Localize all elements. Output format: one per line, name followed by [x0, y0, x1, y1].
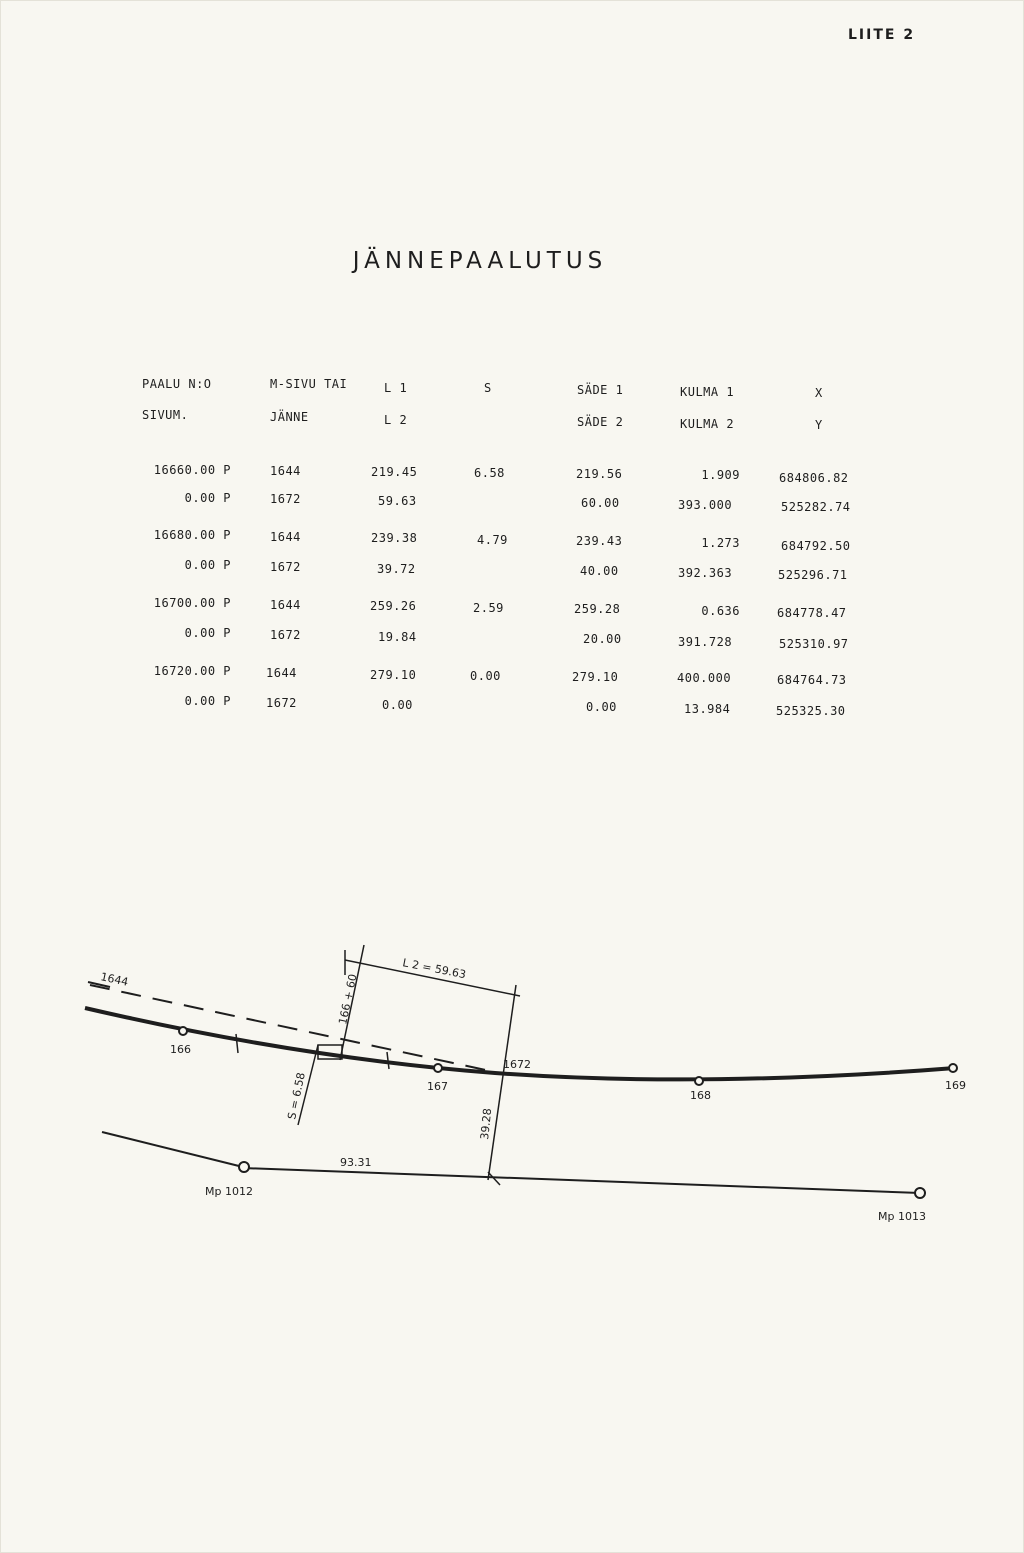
header-kulma2: KULMA 2	[680, 417, 735, 431]
cell-x: 684764.73	[777, 673, 847, 687]
header-paalu: PAALU N:O	[142, 377, 212, 391]
cell-sade1: 259.28	[574, 602, 621, 616]
header-sivum: SIVUM.	[142, 408, 189, 422]
cell-y: 525310.97	[779, 637, 849, 651]
label-1672: 1672	[503, 1058, 531, 1071]
cell-s: 2.59	[473, 601, 504, 615]
header-kulma1: KULMA 1	[680, 385, 735, 399]
reference-line	[243, 1168, 920, 1193]
station-166-marker	[179, 1027, 187, 1035]
cell-sivum: 0.00 P	[184, 626, 231, 640]
cell-s: 0.00	[470, 669, 501, 683]
cell-l2: 39.72	[377, 562, 416, 576]
cell-s: 4.79	[477, 533, 508, 547]
header-l1: L 1	[384, 381, 408, 395]
label-s: S = 6.58	[285, 1071, 308, 1121]
cell-paalu: 16720.00 P	[153, 664, 231, 678]
label-l2: L 2 = 59.63	[401, 956, 468, 982]
cell-x: 684778.47	[777, 606, 847, 620]
cell-x: 684806.82	[779, 471, 849, 485]
cell-l2: 0.00	[382, 698, 413, 712]
cell-sivum: 0.00 P	[184, 558, 231, 572]
cell-msivu: 1644	[270, 598, 301, 612]
station-169-marker	[949, 1064, 957, 1072]
cell-s: 6.58	[474, 466, 505, 480]
cell-msivu: 1644	[270, 464, 301, 478]
page-label: LIITE 2	[848, 27, 916, 43]
label-3928: 39.28	[478, 1107, 495, 1141]
label-9331: 93.31	[340, 1156, 372, 1169]
cell-kulma2: 393.000	[678, 498, 733, 512]
label-166: 166	[170, 1043, 191, 1056]
cell-sade2: 20.00	[583, 632, 622, 646]
page-title: JÄNNEPAALUTUS	[352, 248, 608, 274]
cell-l2: 19.84	[378, 630, 417, 644]
mp1013-marker	[915, 1188, 925, 1198]
cell-l2: 59.63	[378, 494, 417, 508]
station-167-marker	[434, 1064, 442, 1072]
curve-tick	[236, 1034, 238, 1053]
stake-out-diagram	[0, 920, 1024, 1240]
cell-janne: 1672	[270, 628, 301, 642]
cell-y: 525296.71	[778, 568, 848, 582]
header-y: Y	[815, 418, 823, 432]
header-s: S	[484, 381, 492, 395]
header-msivu: M-SIVU TAI	[270, 377, 348, 391]
cell-sade1: 279.10	[572, 670, 619, 684]
cell-paalu: 16680.00 P	[153, 528, 231, 542]
cell-x: 684792.50	[781, 539, 851, 553]
label-mp1013: Mp 1013	[878, 1210, 926, 1223]
cell-sade1: 239.43	[576, 534, 623, 548]
label-1644: 1644	[99, 970, 130, 989]
cell-janne: 1672	[270, 492, 301, 506]
chord-line-1644	[90, 985, 495, 1072]
reference-line-start	[102, 1132, 243, 1167]
cell-paalu: 16700.00 P	[153, 596, 231, 610]
cell-kulma2: 391.728	[678, 635, 733, 649]
cell-sade2: 60.00	[581, 496, 620, 510]
cell-l1: 279.10	[370, 668, 417, 682]
cell-janne: 1672	[266, 696, 297, 710]
offset-line-1672	[488, 985, 516, 1180]
cell-y: 525325.30	[776, 704, 846, 718]
cell-kulma1: 0.636	[701, 604, 740, 618]
cell-janne: 1672	[270, 560, 301, 574]
header-janne: JÄNNE	[270, 410, 309, 424]
cell-sade2: 40.00	[580, 564, 619, 578]
cell-paalu: 16660.00 P	[153, 463, 231, 477]
cell-kulma2: 13.984	[684, 702, 731, 716]
cell-sivum: 0.00 P	[184, 694, 231, 708]
cell-kulma1: 400.000	[677, 671, 732, 685]
ref-tick	[488, 1172, 500, 1185]
cell-msivu: 1644	[266, 666, 297, 680]
label-mp1012: Mp 1012	[205, 1185, 253, 1198]
cell-l1: 239.38	[371, 531, 418, 545]
cell-kulma2: 392.363	[678, 566, 733, 580]
header-sade1: SÄDE 1	[577, 383, 624, 397]
cell-msivu: 1644	[270, 530, 301, 544]
label-167: 167	[427, 1080, 448, 1093]
label-168: 168	[690, 1089, 711, 1102]
cell-l1: 259.26	[370, 599, 417, 613]
curve-tick	[387, 1052, 389, 1069]
header-sade2: SÄDE 2	[577, 415, 624, 429]
label-chainage: 166 + 60	[336, 972, 360, 1026]
cell-sivum: 0.00 P	[184, 491, 231, 505]
header-x: X	[815, 386, 823, 400]
cell-sade1: 219.56	[576, 467, 623, 481]
cell-kulma1: 1.909	[701, 468, 740, 482]
mp1012-marker	[239, 1162, 249, 1172]
station-168-marker	[695, 1077, 703, 1085]
label-169: 169	[945, 1079, 966, 1092]
header-l2: L 2	[384, 413, 408, 427]
cell-l1: 219.45	[371, 465, 418, 479]
cell-y: 525282.74	[781, 500, 851, 514]
cell-sade2: 0.00	[586, 700, 617, 714]
cell-kulma1: 1.273	[701, 536, 740, 550]
